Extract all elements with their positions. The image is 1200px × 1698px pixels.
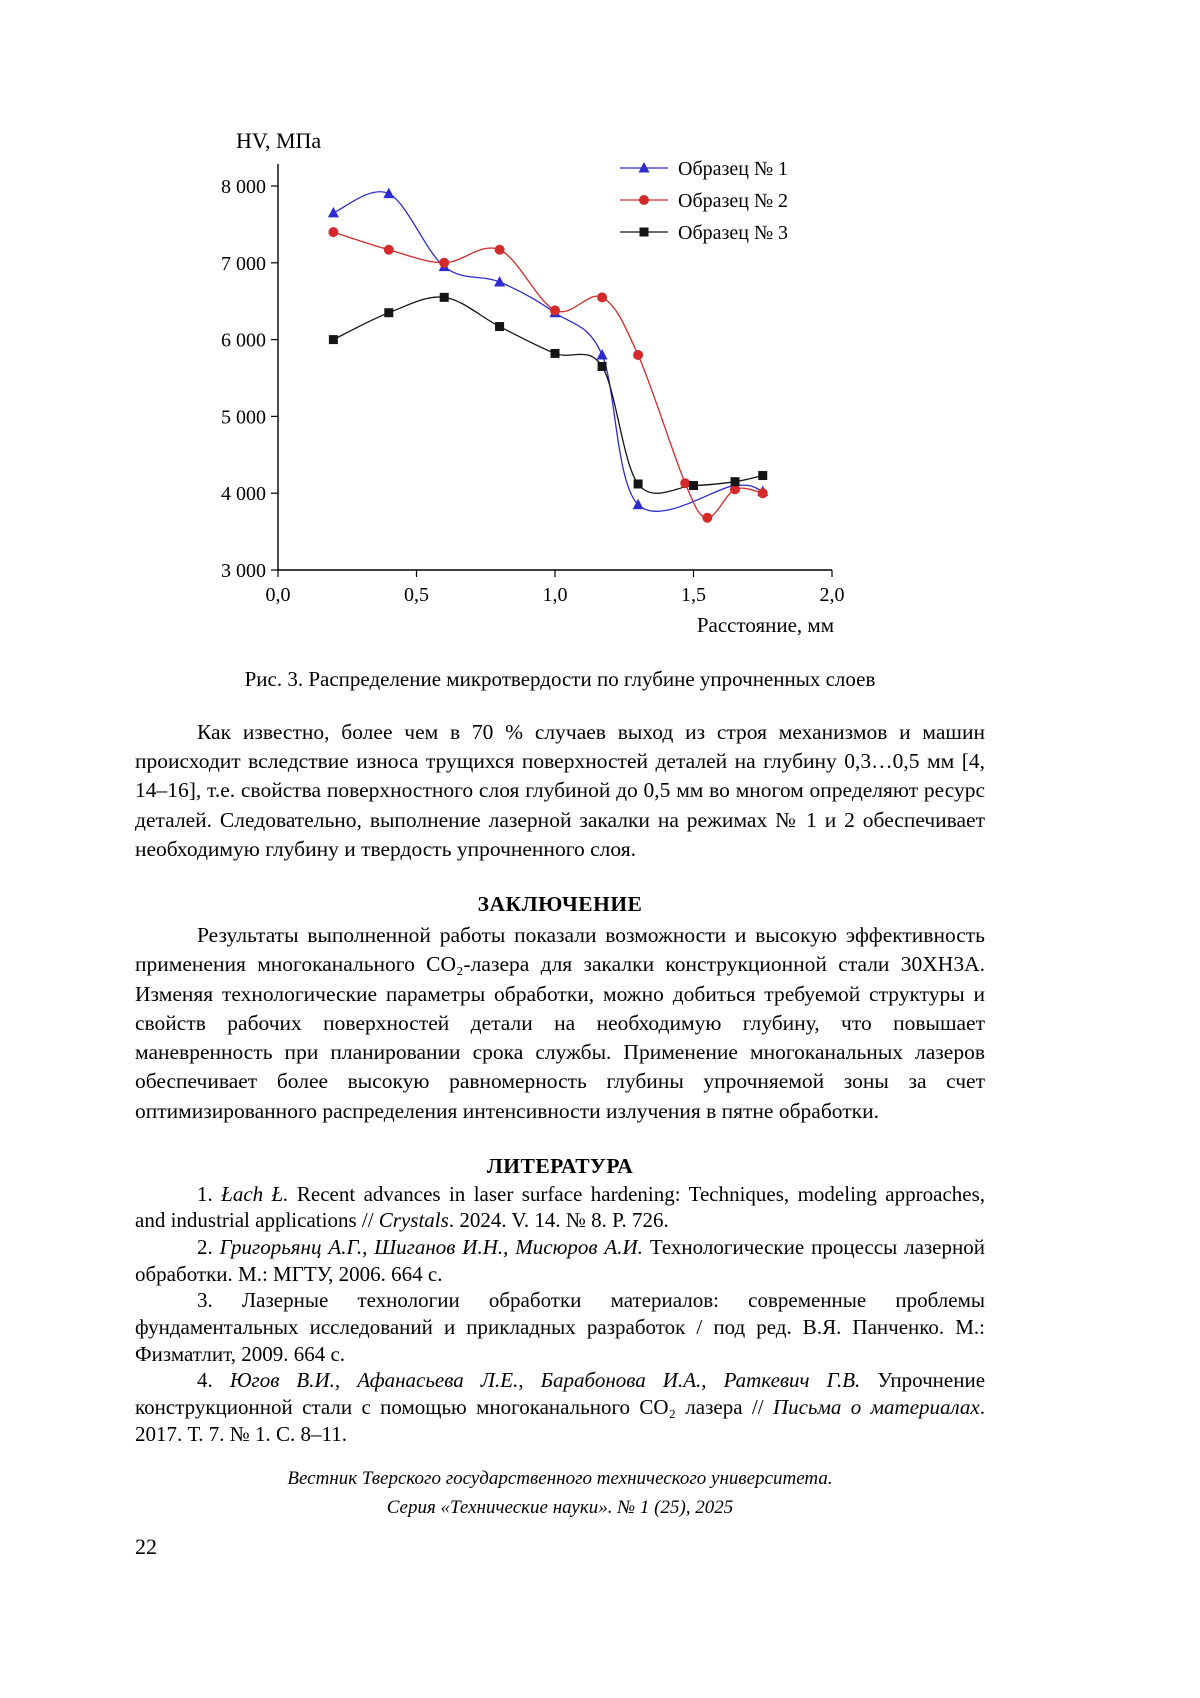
journal-line-1: Вестник Тверского государственного технического университета. [287,1468,833,1490]
conclusion-heading: ЗАКЛЮЧЕНИЕ [477,892,643,917]
reference-item [135,1181,985,1234]
data-point-marker [639,162,650,173]
reference-text-segment: 1. [197,1181,222,1206]
y-tick-label: 3 000 [221,560,266,582]
reference-text-segment: . 2024. V. 14. № 8. P. 726. [448,1208,669,1233]
reference-text-segment: Recent advances in laser surface hardening: Techniques, modeling approaches, and industrial applications // [135,1181,986,1233]
legend-label: Образец № 2 [678,190,789,212]
reference-item [135,1287,985,1367]
data-point-marker [731,477,740,486]
legend-label: Образец № 1 [678,158,789,180]
data-point-marker [495,245,505,255]
conclusion-paragraph: Результаты выполненной работы показали возможности и высокую эффективность применения многоканального CO₂-лазера для закалки конструкционной стали 30ХН3А. Изменяя технологические параметры обработки, можно добиться требуемой структуры и свойств рабочих поверхностей детали на необходимую глубину, что повышает маневренность при планировании срока службы. Применение многоканальных лазеров обеспечивает более высокую равномерность глубины упрочняемой зоны за счет оптимизированного распределения интенсивности излучения в пятне обработки. [135,923,985,1123]
x-tick-label: 2,0 [819,584,845,606]
page-number: 22 [135,1534,157,1560]
figure-caption: Рис. 3. Распределение микротвердости по глубине упрочненных слоев [244,667,876,691]
x-tick-label: 1,0 [542,584,568,606]
data-point-marker [440,293,449,302]
y-tick-label: 5 000 [221,406,266,429]
data-point-marker [329,335,338,344]
data-point-marker [758,488,768,498]
reference-italic-segment: Григорьянц А.Г., Шиганов И.Н., Мисюров А.И. [219,1235,643,1260]
reference-text-segment: 3. Лазерные технологии обработки материалов: современные проблемы фундаментальных исследований и прикладных разработок / под ред. В.Я. Панченко. М.: Физматлит, 2009. 664 с. [135,1288,985,1366]
data-point-marker [328,227,338,237]
data-point-marker [639,195,649,205]
microhardness-chart [200,122,920,642]
reference-italic-segment: Łach Ł. [221,1181,289,1206]
x-tick-label: 0,0 [265,584,291,606]
data-point-marker [689,481,698,490]
data-point-marker [384,245,394,255]
data-point-marker [495,322,504,331]
reference-item [135,1367,985,1447]
data-point-marker [384,308,393,317]
data-point-marker [597,292,607,302]
data-point-marker [550,305,560,315]
journal-line-2: Серия «Технические науки». № 1 (25), 2025 [386,1496,734,1518]
data-point-marker [702,513,712,523]
reference-text-segment: Технологические процессы лазерной обработки. М.: МГТУ, 2006. 664 с. [135,1235,985,1286]
y-axis-title: HV, МПа [236,128,322,153]
reference-text-segment: Упрочнение конструкционной стали с помощью многоканального CO₂ лазера // [135,1368,986,1420]
data-point-marker [597,349,608,360]
data-point-marker [640,228,649,237]
series-line [333,232,762,518]
data-point-marker [633,350,643,360]
journal-footer [135,1465,985,1522]
x-tick-label: 1,5 [681,584,706,606]
legend-label: Образец № 3 [678,222,789,244]
reference-text-segment: . 2017. Т. 7. № 1. С. 8–11. [135,1395,985,1446]
data-point-marker [680,478,690,488]
y-tick-label: 8 000 [221,176,266,198]
series-line [333,297,762,493]
literature-heading: ЛИТЕРАТУРА [486,1153,634,1178]
y-tick-label: 4 000 [221,483,266,506]
data-point-marker [328,207,339,218]
references-list [135,1181,985,1448]
reference-italic-segment: Crystals [378,1208,449,1233]
paragraph-wear: Как известно, более чем в 70 % случаев выход из строя механизмов и машин происходит вследствие износа трущихся поверхностей деталей на глубину 0,3…0,5 мм [4, 14–16], т.е. свойства поверхностного слоя глубиной до 0,5 мм во многом определяют ресурс деталей. Следовательно, выполнение лазерной закалки на режимах № 1 и 2 обеспечивает необходимую глубину и твердость упрочненного слоя. [135,720,985,861]
figure-3 [135,122,985,692]
reference-italic-segment: Письма о материалах [772,1395,980,1420]
data-point-marker [439,258,449,268]
x-tick-label: 0,5 [404,584,429,606]
x-axis-title: Расстояние, мм [696,613,834,637]
y-tick-label: 7 000 [221,252,266,275]
reference-italic-segment: Югов В.И., Афанасьева Л.Е., Барабонова И.А., Раткевич Г.В. [229,1368,861,1393]
data-point-marker [758,471,767,480]
chart-svg [200,122,920,642]
data-point-marker [634,479,643,488]
data-point-marker [551,349,560,358]
reference-text-segment: 4. [197,1368,230,1393]
data-point-marker [598,362,607,371]
reference-item [135,1234,985,1287]
y-tick-label: 6 000 [221,329,266,352]
reference-text-segment: 2. [197,1235,220,1260]
